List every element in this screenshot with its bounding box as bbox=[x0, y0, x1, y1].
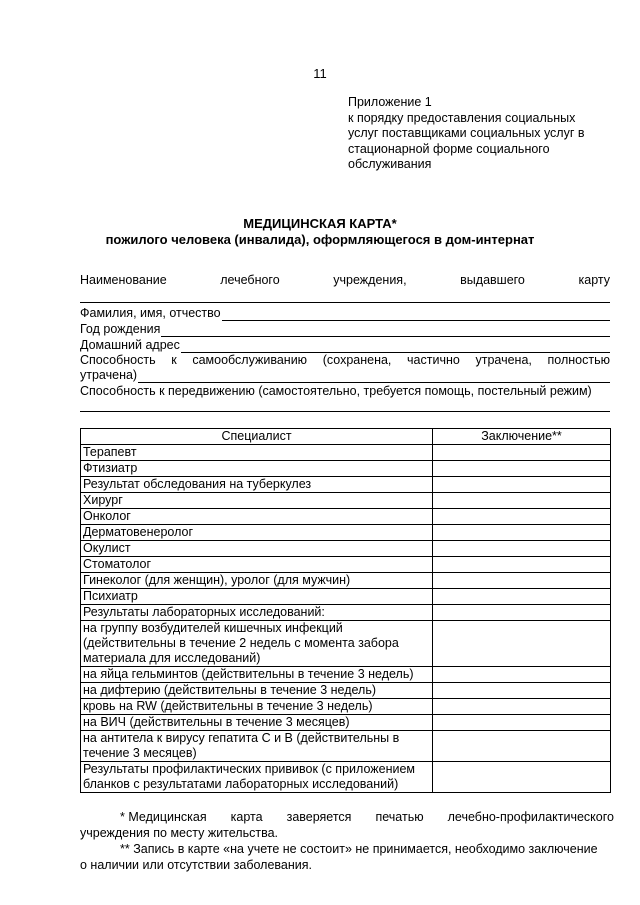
conclusion-cell[interactable] bbox=[433, 621, 611, 667]
table-row bbox=[81, 621, 611, 667]
appendix-line: услуг поставщиками социальных услуг в bbox=[348, 126, 585, 140]
mobility-label: Способность к передвижению (самостоятельно, требуется помощь, постельный режим) bbox=[80, 384, 592, 398]
document-title bbox=[0, 216, 640, 248]
header-specialist: Специалист bbox=[81, 429, 433, 445]
footnotes bbox=[80, 809, 614, 873]
table-row bbox=[81, 715, 611, 731]
specialist-cell: Результаты лабораторных исследований: bbox=[81, 605, 433, 621]
page-number: 11 bbox=[313, 66, 327, 81]
table-row bbox=[81, 525, 611, 541]
appendix-note bbox=[348, 95, 618, 173]
conclusion-cell[interactable] bbox=[433, 477, 611, 493]
table-row bbox=[81, 731, 611, 762]
selfcare-word: полностью bbox=[547, 353, 610, 367]
conclusion-cell[interactable] bbox=[433, 445, 611, 461]
specialist-cell: на ВИЧ (действительны в течение 3 месяцев) bbox=[81, 715, 433, 731]
conclusion-cell[interactable] bbox=[433, 525, 611, 541]
footnote-2-line: ** Запись в карте «на учете не состоит» не принимается, необходимо заключение bbox=[120, 842, 598, 856]
conclusion-cell[interactable] bbox=[433, 557, 611, 573]
institution-word: карту bbox=[578, 273, 610, 287]
table-row bbox=[81, 699, 611, 715]
table-row bbox=[81, 557, 611, 573]
table-header-row bbox=[81, 429, 611, 445]
footnote-1-cont: учреждения по месту жительства. bbox=[80, 826, 279, 840]
institution-word: лечебного bbox=[220, 273, 280, 287]
footnote-1-word: печатью bbox=[375, 810, 424, 824]
selfcare-word: утрачена, bbox=[475, 353, 532, 367]
birth-year-blank[interactable] bbox=[161, 324, 610, 337]
mobility-blank-line[interactable] bbox=[80, 411, 610, 412]
specialist-cell: Окулист bbox=[81, 541, 433, 557]
institution-word: Наименование bbox=[80, 273, 167, 287]
table-row bbox=[81, 493, 611, 509]
address-label: Домашний адрес bbox=[80, 338, 180, 352]
specialist-cell: на дифтерию (действительны в течение 3 недель) bbox=[81, 683, 433, 699]
table-row bbox=[81, 541, 611, 557]
birth-year-field[interactable] bbox=[80, 322, 610, 337]
mobility-field bbox=[80, 384, 610, 399]
selfcare-word: (сохранена, bbox=[322, 353, 392, 367]
institution-blank-line[interactable] bbox=[80, 302, 610, 303]
institution-word: учреждения, bbox=[333, 273, 407, 287]
appendix-line: к порядку предоставления социальных bbox=[348, 110, 576, 125]
conclusion-cell[interactable] bbox=[433, 699, 611, 715]
specialist-cell: Стоматолог bbox=[81, 557, 433, 573]
conclusion-cell[interactable] bbox=[433, 605, 611, 621]
conclusion-cell[interactable] bbox=[433, 461, 611, 477]
specialist-cell: Результаты профилактических прививок (с приложением бланков с результатами лабораторных исследований) bbox=[81, 762, 433, 793]
conclusion-cell[interactable] bbox=[433, 509, 611, 525]
specialist-cell: Дерматовенеролог bbox=[81, 525, 433, 541]
footnote-1-word: * Медицинская bbox=[120, 810, 207, 824]
footnote-1-word: карта bbox=[230, 810, 263, 824]
specialist-cell: Хирург bbox=[81, 493, 433, 509]
selfcare-field bbox=[80, 353, 610, 368]
title-sub: пожилого человека (инвалида), оформляющегося в дом-интернат bbox=[105, 232, 535, 247]
address-blank[interactable] bbox=[181, 340, 610, 353]
table-row bbox=[81, 589, 611, 605]
appendix-line: Приложение 1 bbox=[348, 95, 432, 109]
specialist-cell: Терапевт bbox=[81, 445, 433, 461]
table-row bbox=[81, 477, 611, 493]
table-row bbox=[81, 461, 611, 477]
table-row bbox=[81, 762, 611, 793]
institution-word: выдавшего bbox=[460, 273, 525, 287]
selfcare-cont-field[interactable] bbox=[80, 368, 610, 383]
footnote-2-cont: о наличии или отсутствии заболевания. bbox=[80, 858, 312, 872]
specialist-cell: Гинеколог (для женщин), уролог (для мужчин) bbox=[81, 573, 433, 589]
specialist-cell: на яйца гельминтов (действительны в течение 3 недель) bbox=[81, 667, 433, 683]
specialist-cell: на группу возбудителей кишечных инфекций (действительны в течение 2 недель с момента забора материала для исследований) bbox=[81, 621, 433, 667]
specialist-cell: Фтизиатр bbox=[81, 461, 433, 477]
table-row bbox=[81, 667, 611, 683]
selfcare-word: к bbox=[171, 353, 177, 367]
appendix-line: стационарной форме социального bbox=[348, 141, 550, 156]
footnote-1-word: лечебно-профилактического bbox=[447, 810, 614, 824]
full-name-field[interactable] bbox=[80, 306, 610, 321]
conclusion-cell[interactable] bbox=[433, 762, 611, 793]
conclusion-cell[interactable] bbox=[433, 683, 611, 699]
specialist-cell: Психиатр bbox=[81, 589, 433, 605]
table-row bbox=[81, 445, 611, 461]
full-name-label: Фамилия, имя, отчество bbox=[80, 306, 221, 320]
table-row bbox=[81, 573, 611, 589]
selfcare-cont-label: утрачена) bbox=[80, 368, 138, 382]
selfcare-blank[interactable] bbox=[138, 370, 610, 383]
table-row bbox=[81, 683, 611, 699]
conclusion-cell[interactable] bbox=[433, 589, 611, 605]
table-row bbox=[81, 605, 611, 621]
specialist-cell: кровь на RW (действительны в течение 3 недель) bbox=[81, 699, 433, 715]
title-main: МЕДИЦИНСКАЯ КАРТА* bbox=[243, 216, 397, 231]
specialist-table bbox=[80, 428, 611, 793]
address-field[interactable] bbox=[80, 338, 610, 353]
header-conclusion: Заключение** bbox=[433, 429, 611, 445]
conclusion-cell[interactable] bbox=[433, 667, 611, 683]
conclusion-cell[interactable] bbox=[433, 541, 611, 557]
birth-year-label: Год рождения bbox=[80, 322, 161, 336]
conclusion-cell[interactable] bbox=[433, 493, 611, 509]
table-row bbox=[81, 509, 611, 525]
specialist-cell: Результат обследования на туберкулез bbox=[81, 477, 433, 493]
selfcare-word: самообслуживанию bbox=[192, 353, 308, 367]
institution-field bbox=[80, 273, 610, 288]
conclusion-cell[interactable] bbox=[433, 573, 611, 589]
appendix-line: обслуживания bbox=[348, 157, 432, 171]
selfcare-word: Способность bbox=[80, 353, 156, 367]
selfcare-word: частично bbox=[407, 353, 460, 367]
full-name-blank[interactable] bbox=[222, 308, 610, 321]
footnote-1-word: заверяется bbox=[286, 810, 352, 824]
footnote-1-line bbox=[80, 809, 614, 825]
specialist-cell: Онколог bbox=[81, 509, 433, 525]
conclusion-cell[interactable] bbox=[433, 715, 611, 731]
conclusion-cell[interactable] bbox=[433, 731, 611, 762]
specialist-cell: на антитела к вирусу гепатита С и В (действительны в течение 3 месяцев) bbox=[81, 731, 433, 762]
